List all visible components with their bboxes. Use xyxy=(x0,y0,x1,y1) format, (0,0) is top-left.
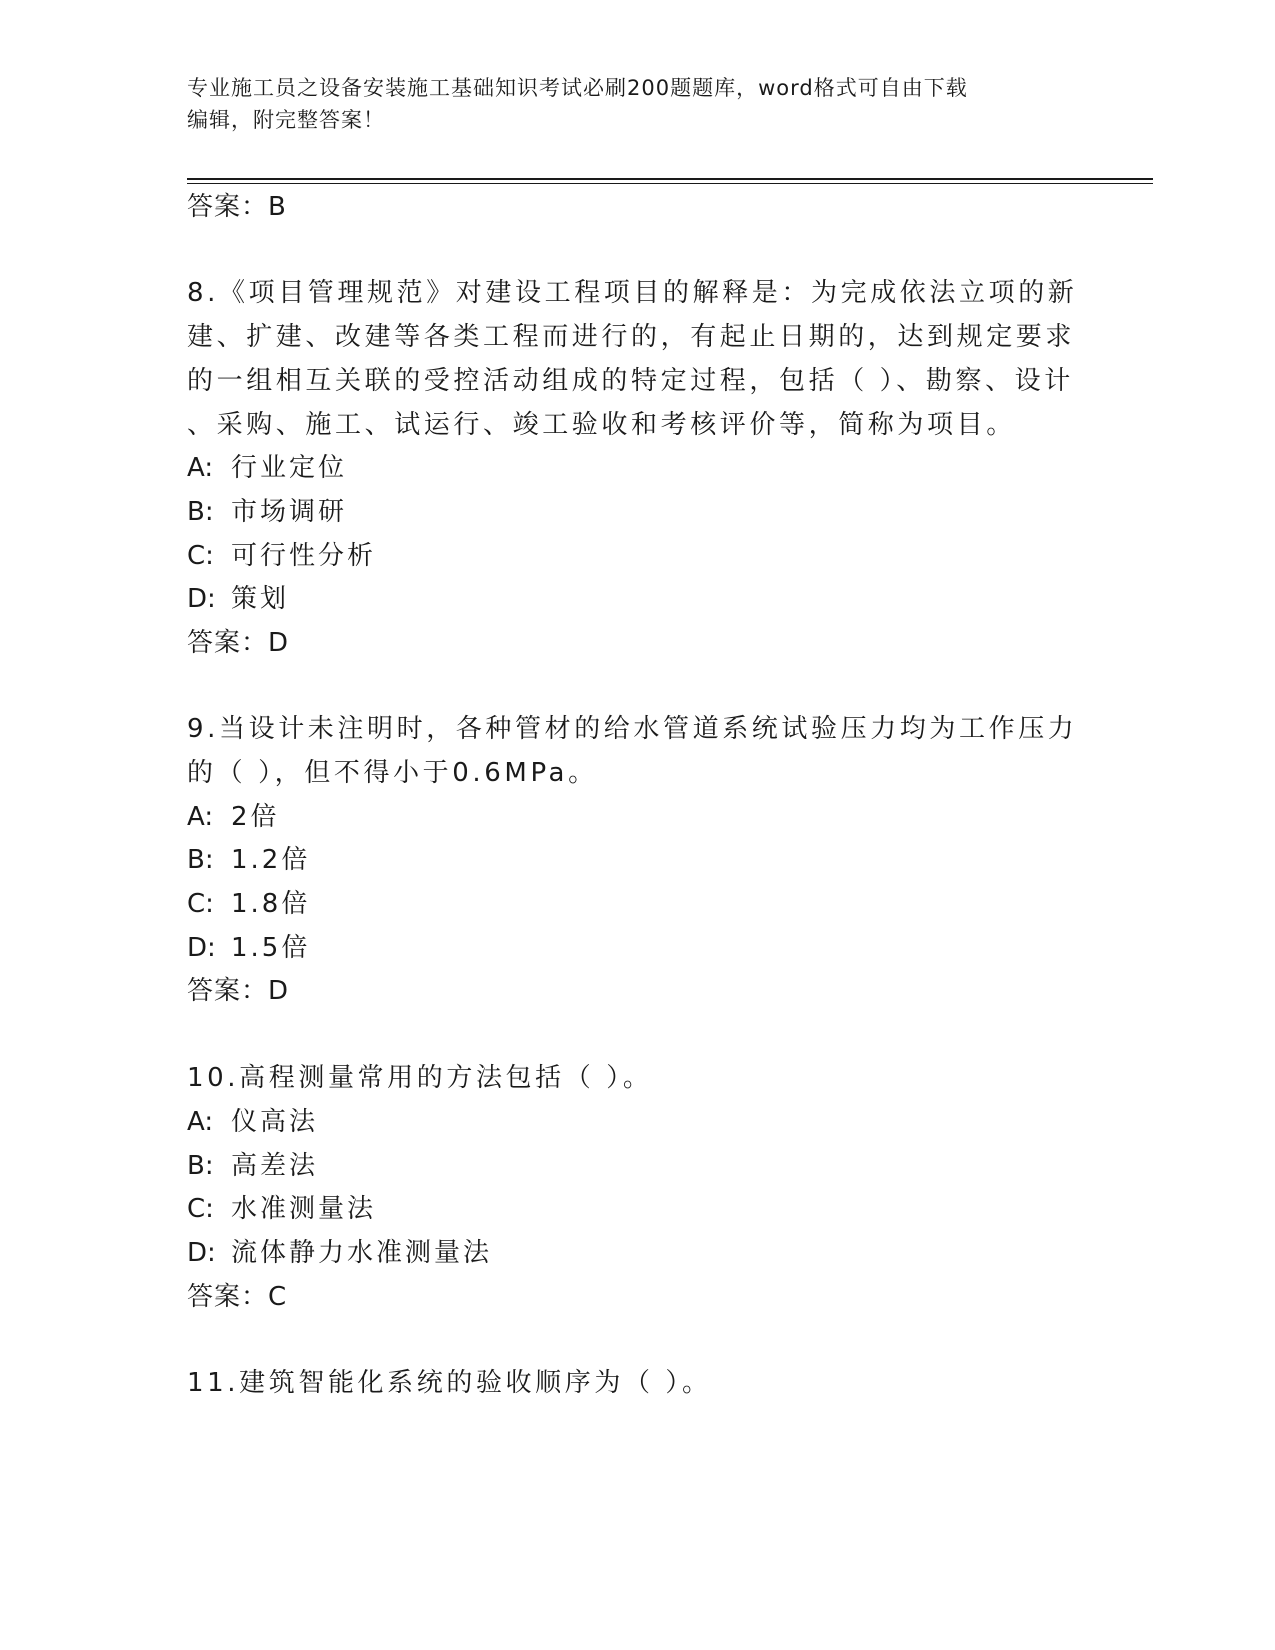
option-label: D: xyxy=(187,933,216,963)
option-text: 高差法 xyxy=(231,1151,319,1181)
option-text: 1.2倍 xyxy=(231,845,311,875)
header-title-line-1: 专业施工员之设备安装施工基础知识考试必刷200题题库，word格式可自由下载 xyxy=(187,76,968,100)
question-8-line-2: 建、扩建、改建等各类工程而进行的，有起止日期的，达到规定要求 xyxy=(187,322,1076,352)
header-divider-thin xyxy=(187,183,1153,184)
question-8-line-1: 8.《项目管理规范》对建设工程项目的解释是：为完成依法立项的新 xyxy=(187,278,1078,308)
question-9-option-c xyxy=(187,883,310,920)
question-8-line-4: 、采购、施工、试运行、竣工验收和考核评价等，简称为项目。 xyxy=(187,410,1016,440)
option-text: 水准测量法 xyxy=(231,1194,377,1224)
option-label: A: xyxy=(187,453,214,483)
option-label: A: xyxy=(187,1107,214,1137)
question-9-option-a xyxy=(187,796,280,833)
question-10-line-1: 10.高程测量常用的方法包括（ ）。 xyxy=(187,1063,653,1093)
question-10-option-b xyxy=(187,1145,318,1182)
option-label: A: xyxy=(187,802,214,832)
answer-q10: 答案：C xyxy=(187,1282,288,1312)
question-9-line-2: 的（ ），但不得小于0.6MPa。 xyxy=(187,758,598,788)
option-text: 仪高法 xyxy=(231,1107,319,1137)
option-text: 流体静力水准测量法 xyxy=(231,1238,493,1268)
question-9-line-1: 9.当设计未注明时，各种管材的给水管道系统试验压力均为工作压力 xyxy=(187,714,1078,744)
question-9-option-d xyxy=(187,927,310,964)
question-10-option-a xyxy=(187,1101,318,1138)
answer-q9: 答案：D xyxy=(187,976,290,1006)
option-label: C: xyxy=(187,889,214,919)
question-8-option-c xyxy=(187,535,376,572)
question-10-option-c xyxy=(187,1188,376,1225)
header-divider xyxy=(187,178,1153,180)
option-label: C: xyxy=(187,1194,214,1224)
header-title-line-2: 编辑，附完整答案！ xyxy=(187,108,385,132)
option-label: D: xyxy=(187,1238,216,1268)
option-label: D: xyxy=(187,584,216,614)
answer-q8: 答案：D xyxy=(187,628,290,658)
option-text: 策划 xyxy=(231,584,290,614)
question-9-option-b xyxy=(187,839,310,876)
option-label: B: xyxy=(187,1151,214,1181)
option-text: 2倍 xyxy=(231,802,280,832)
option-text: 可行性分析 xyxy=(231,541,377,571)
option-text: 1.8倍 xyxy=(231,889,311,919)
question-8-option-a xyxy=(187,447,347,484)
option-label: B: xyxy=(187,845,214,875)
question-8-option-b xyxy=(187,491,347,528)
option-text: 市场调研 xyxy=(231,497,348,527)
question-8-option-d xyxy=(187,578,289,615)
option-text: 行业定位 xyxy=(231,453,348,483)
answer-q7: 答案：B xyxy=(187,192,287,222)
option-label: B: xyxy=(187,497,214,527)
option-label: C: xyxy=(187,541,214,571)
document-header xyxy=(187,72,1087,136)
question-11-line-1: 11.建筑智能化系统的验收顺序为（ ）。 xyxy=(187,1368,712,1398)
question-10-option-d xyxy=(187,1232,492,1269)
question-8-line-3: 的一组相互关联的受控活动组成的特定过程，包括（ ）、勘察、设计 xyxy=(187,366,1074,396)
option-text: 1.5倍 xyxy=(231,933,311,963)
